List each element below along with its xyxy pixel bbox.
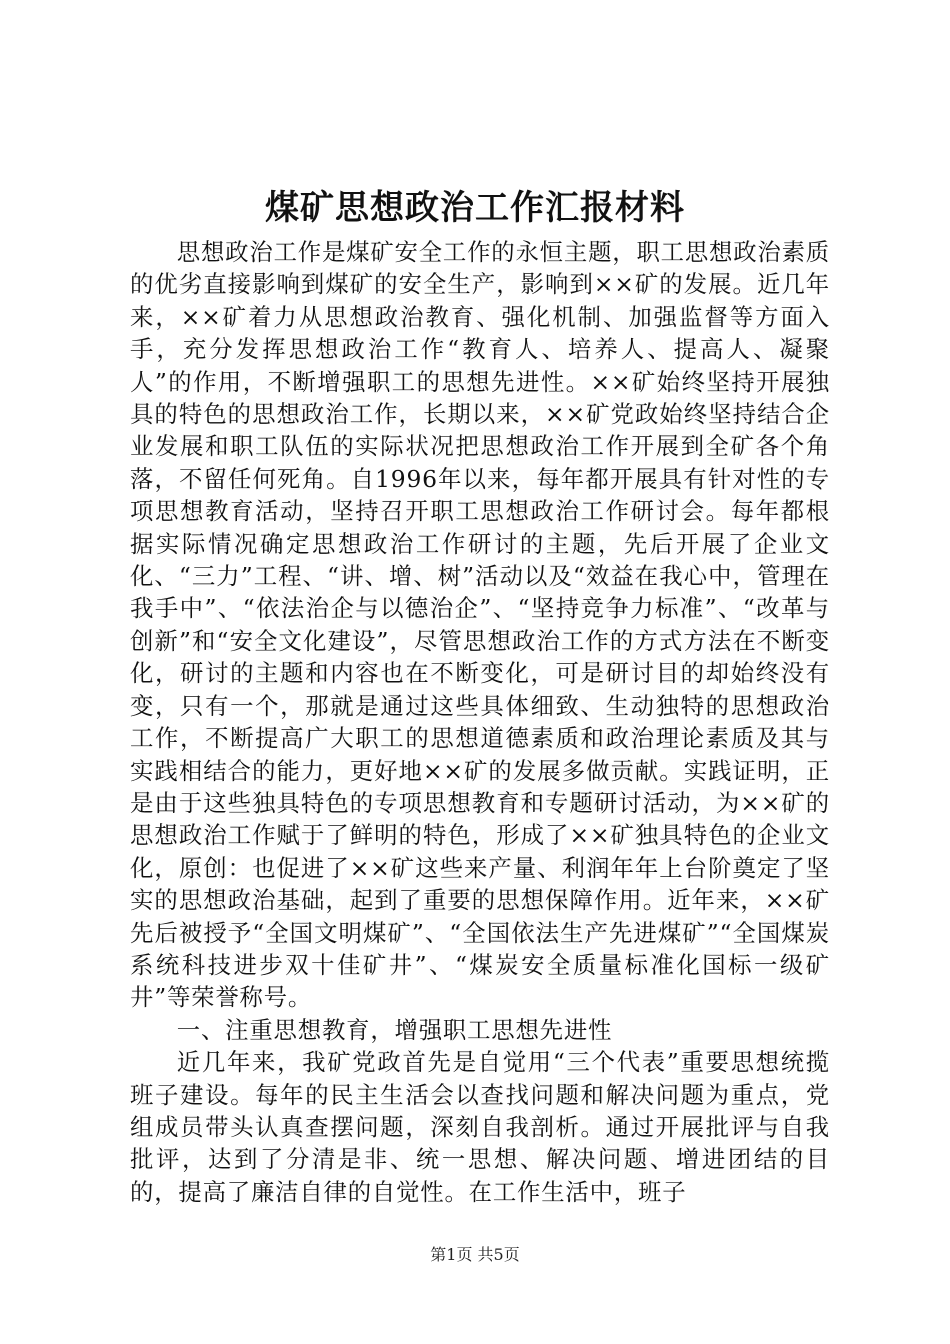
document-body bbox=[130, 236, 830, 1208]
paragraph-intro: 思想政治工作是煤矿安全工作的永恒主题，职工思想政治素质的优劣直接影响到煤矿的安全生产，影响到××矿的发展。近几年来，××矿着力从思想政治教育、强化机制、加强监督等方面入手，充分发挥思想政治工作“教育人、培养人、提高人、凝聚人”的作用，不断增强职工的思想先进性。××矿始终坚持开展独具的特色的思想政治工作，长期以来，××矿党政始终坚持结合企业发展和职工队伍的实际状况把思想政治工作开展到全矿各个角落，不留任何死角。自1996年以来，每年都开展具有针对性的专项思想教育活动，坚持召开职工思想政治工作研讨会。每年都根据实际情况确定思想政治工作研讨的主题，先后开展了企业文化、“三力”工程、“讲、增、树”活动以及“效益在我心中，管理在我手中”、“依法治企与以德治企”、“坚持竞争力标准”、“改革与创新”和“安全文化建设”，尽管思想政治工作的方式方法在不断变化，研讨的主题和内容也在不断变化，可是研讨目的却始终没有变，只有一个，那就是通过这些具体细致、生动独特的思想政治工作，不断提高广大职工的思想道德素质和政治理论素质及其与实践相结合的能力，更好地××矿的发展多做贡献。实践证明，正是由于这些独具特色的专项思想教育和专题研讨活动，为××矿的思想政治工作赋于了鲜明的特色，形成了××矿独具特色的企业文化，原创：也促进了××矿这些来产量、利润年年上台阶奠定了坚实的思想政治基础，起到了重要的思想保障作用。近年来，××矿先后被授予“全国文明煤矿”、“全国依法生产先进煤矿”“全国煤炭系统科技进步双十佳矿井”、“煤炭安全质量标准化国标一级矿井”等荣誉称号。 bbox=[130, 238, 830, 1012]
document-title: 煤矿思想政治工作汇报材料 bbox=[265, 188, 685, 228]
page-number-footer: 第1页 共5页 bbox=[430, 1245, 520, 1264]
paragraph-section-1: 近几年来，我矿党政首先是自觉用“三个代表”重要思想统揽班子建设。每年的民主生活会以查找问题和解决问题为重点，党组成员带头认真查摆问题，深刻自我剖析。通过开展批评与自我批评，达到了分清是非、统一思想、解决问题、增进团结的目的，提高了廉洁自律的自觉性。在工作生活中，班子 bbox=[130, 1048, 830, 1206]
section-heading-1: 一、注重思想教育，增强职工思想先进性 bbox=[176, 1015, 613, 1044]
